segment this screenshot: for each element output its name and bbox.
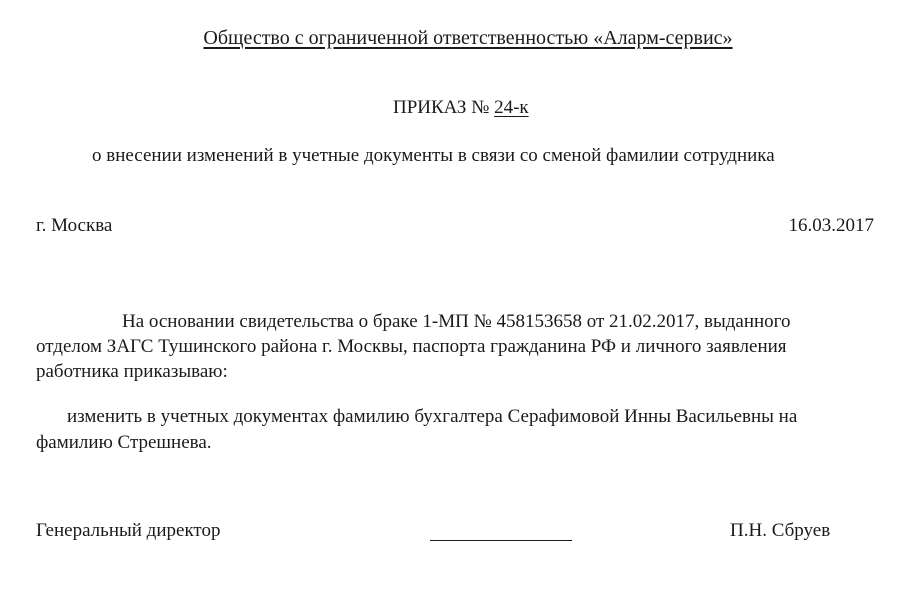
organization-name: Общество с ограниченной ответственностью «Аларм-сервис»: [203, 27, 733, 49]
document-date: 16.03.2017: [788, 215, 874, 236]
order-subject: о внесении изменений в учетные документы в связи со сменой фамилии сотрудника: [92, 145, 775, 166]
document-place: г. Москва: [36, 215, 113, 236]
signatory-name: П.Н. Сбруев: [730, 520, 831, 541]
signatory-position: Генеральный директор: [36, 520, 221, 541]
basis-paragraph: На основании свидетельства о браке 1-МП № 458153658 от 21.02.2017, выданного отделом ЗАГС Тушинского района г. Москвы, паспорта гражданина РФ и личного заявления работника приказываю:: [36, 311, 791, 382]
order-number: 24-к: [494, 97, 529, 118]
order-prefix: ПРИКАЗ №: [393, 97, 495, 118]
order-paragraph: изменить в учетных документах фамилию бухгалтера Серафимовой Инны Васильевны на фамилию Стрешнева.: [36, 406, 798, 453]
signature-line: [430, 540, 572, 541]
order-title: [393, 97, 529, 119]
